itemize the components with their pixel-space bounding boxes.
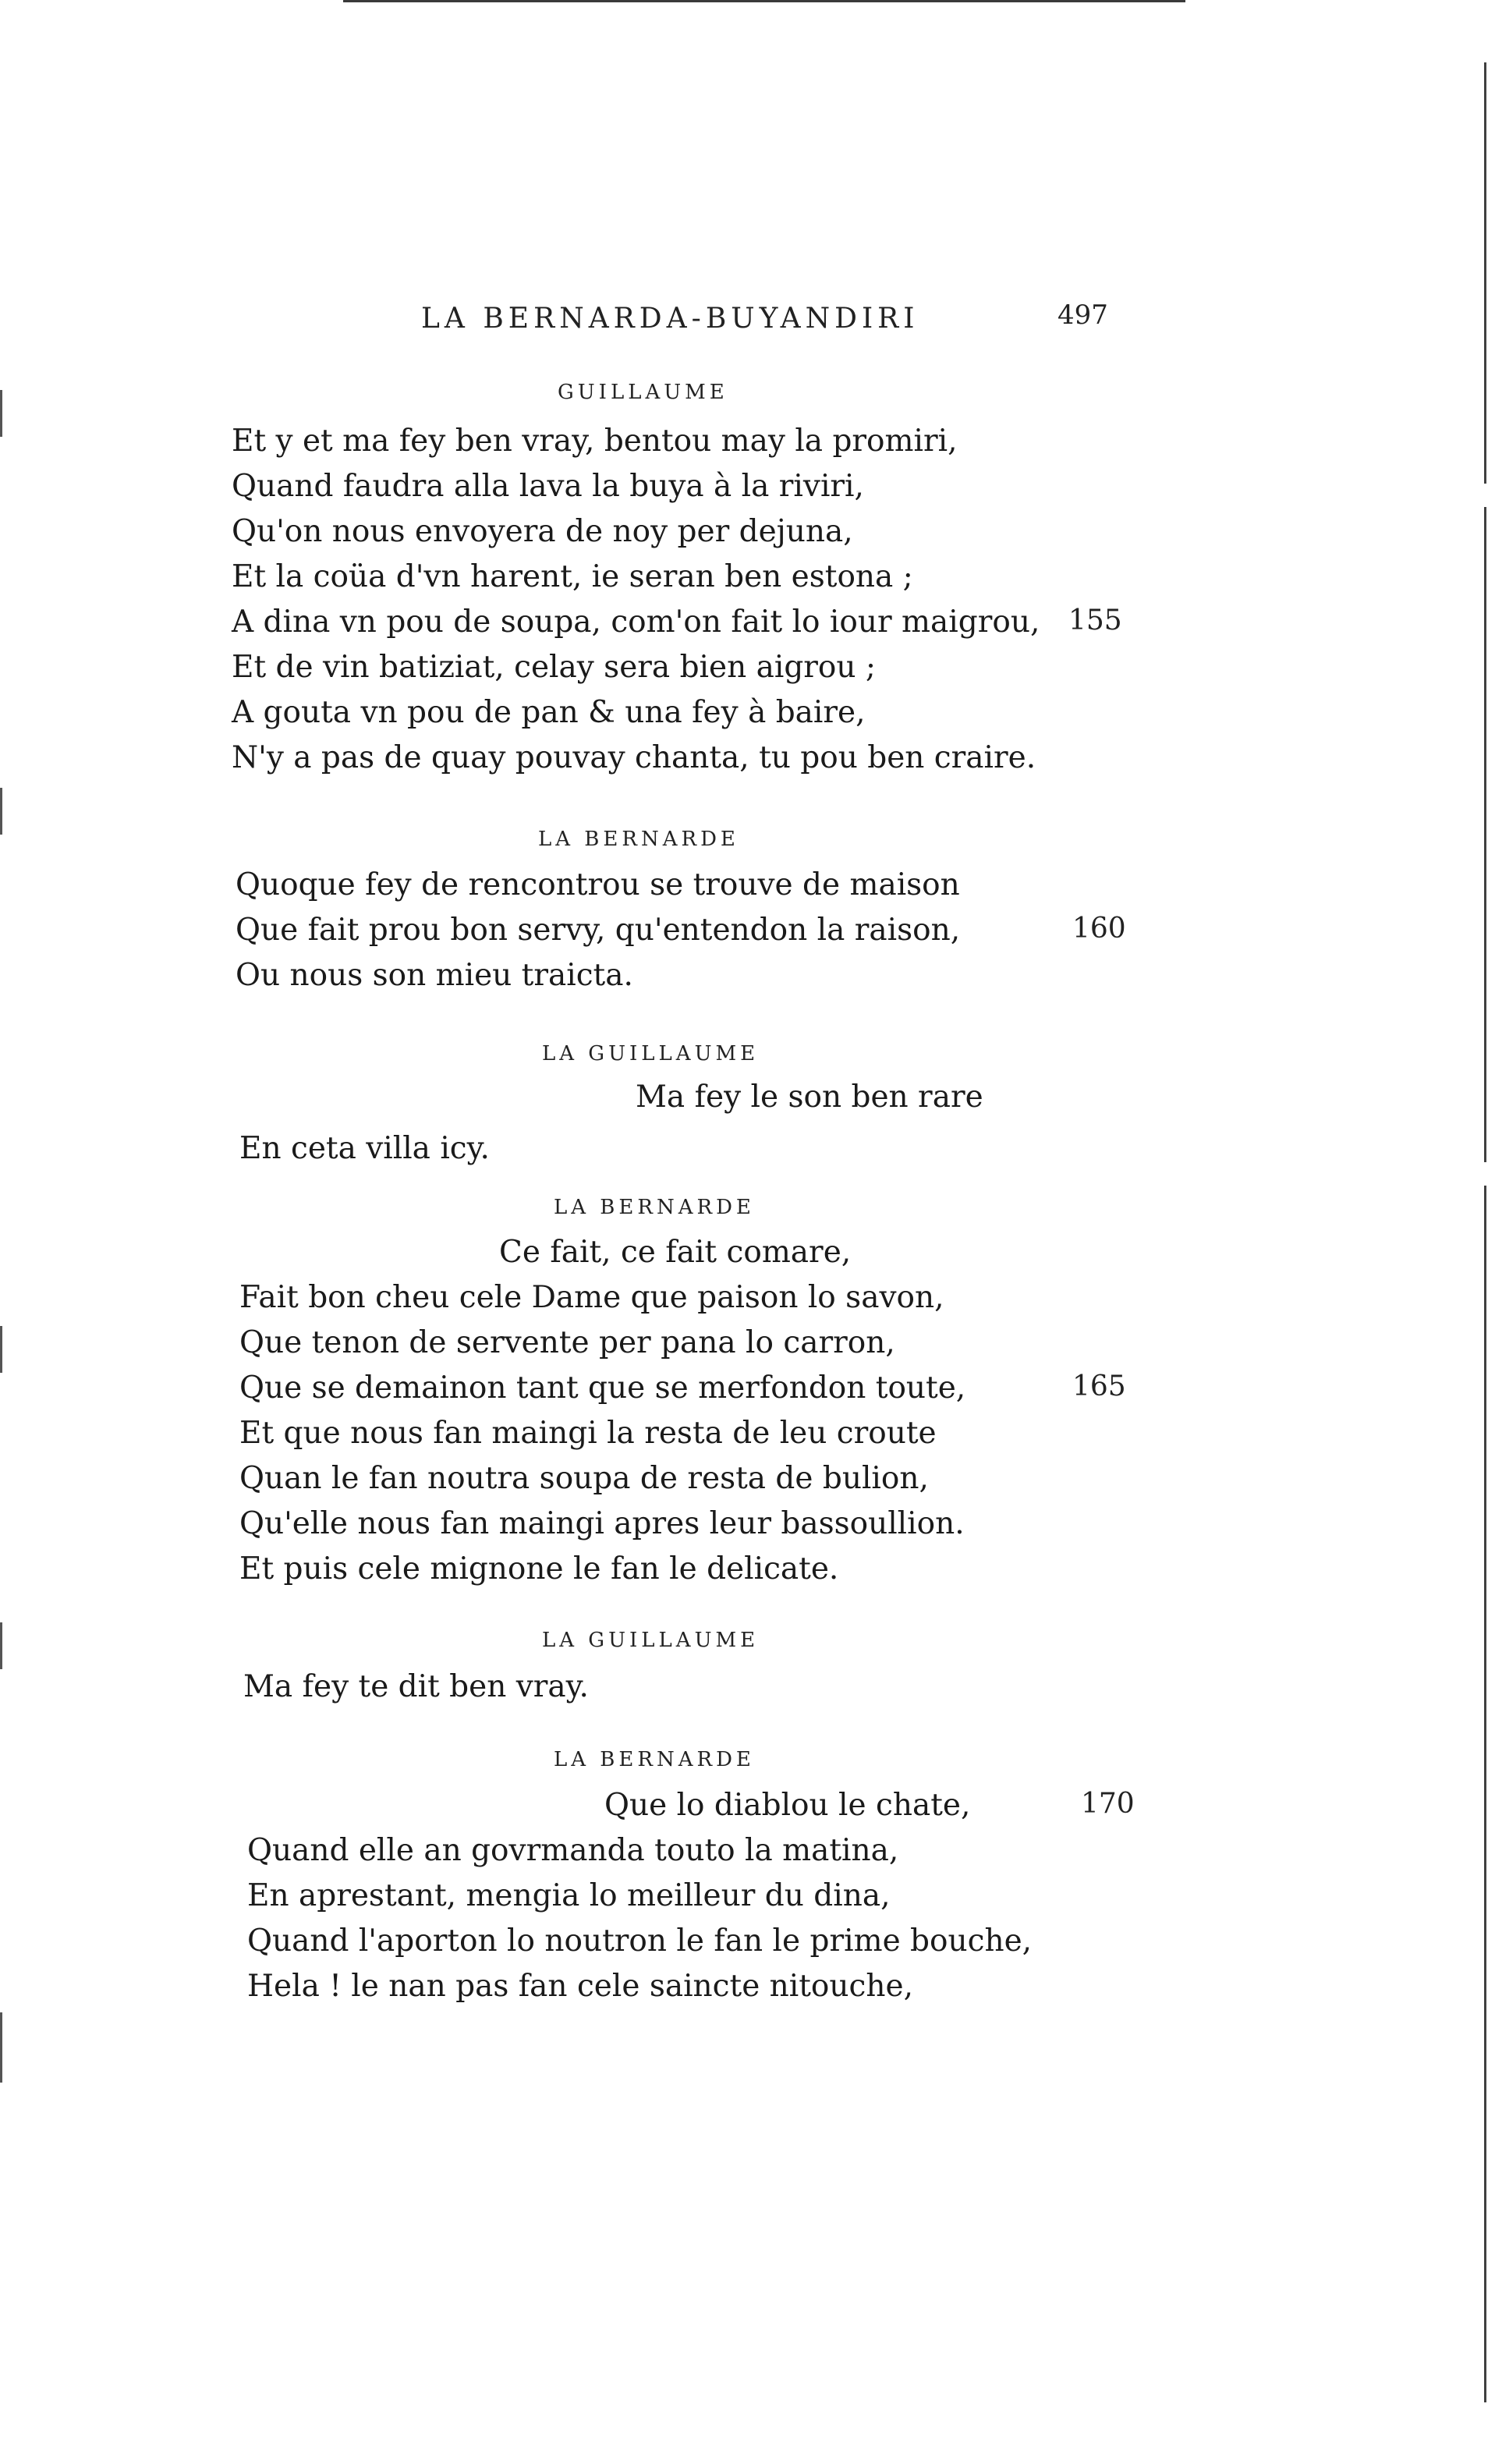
left-edge-mark bbox=[0, 390, 2, 437]
verse-line: Ma fey le son ben rare bbox=[636, 1080, 983, 1115]
speaker-name: GUILLAUME bbox=[558, 381, 728, 404]
verse-line: Ou nous son mieu traicta. bbox=[236, 958, 633, 993]
verse-line: Ce fait, ce fait comare, bbox=[499, 1235, 852, 1270]
speaker-name: LA BERNARDE bbox=[554, 1748, 755, 1771]
verse-line: Quand l'aporton lo noutron le fan le prime bouche, bbox=[247, 1923, 1033, 1959]
verse-line: Que lo diablou le chate, bbox=[604, 1788, 971, 1823]
verse-line: Quand faudra alla lava la buya à la riviri, bbox=[232, 469, 864, 504]
verse-line: Que fait prou bon servy, qu'entendon la raison, bbox=[236, 913, 961, 948]
page-number: 497 bbox=[1057, 300, 1108, 331]
left-edge-mark bbox=[0, 788, 2, 835]
verse-line: Fait bon cheu cele Dame que paison lo savon, bbox=[239, 1280, 944, 1315]
speaker-name: LA GUILLAUME bbox=[542, 1042, 760, 1065]
speaker-name: LA BERNARDE bbox=[538, 828, 739, 851]
verse-line: Qu'on nous envoyera de noy per dejuna, bbox=[232, 514, 853, 549]
verse-line: Et la coüa d'vn harent, ie seran ben estona ; bbox=[232, 559, 913, 594]
verse-line: N'y a pas de quay pouvay chanta, tu pou ben craire. bbox=[232, 740, 1036, 775]
line-number: 165 bbox=[1072, 1370, 1126, 1402]
speaker-name: LA BERNARDE bbox=[554, 1196, 755, 1219]
left-edge-mark bbox=[0, 1326, 2, 1373]
verse-line: Que tenon de servente per pana lo carron, bbox=[239, 1325, 895, 1360]
line-number: 160 bbox=[1072, 913, 1126, 945]
line-number: 170 bbox=[1081, 1788, 1135, 1820]
verse-line: Quoque fey de rencontrou se trouve de maison bbox=[236, 867, 960, 902]
speaker-name: LA GUILLAUME bbox=[542, 1629, 760, 1652]
verse-line: Ma fey te dit ben vray. bbox=[243, 1669, 589, 1704]
top-rule bbox=[343, 0, 1185, 2]
verse-line: Que se demainon tant que se merfondon toute, bbox=[239, 1370, 966, 1406]
page-edge-shadow bbox=[1484, 62, 1486, 2402]
verse-line: Et que nous fan maingi la resta de leu croute bbox=[239, 1416, 937, 1451]
verse-line: Hela ! le nan pas fan cele saincte nitouche, bbox=[247, 1969, 913, 2004]
verse-line: Quand elle an govrmanda touto la matina, bbox=[247, 1833, 899, 1868]
verse-line: Qu'elle nous fan maingi apres leur bassoullion. bbox=[239, 1506, 965, 1541]
verse-line: Et de vin batiziat, celay sera bien aigrou ; bbox=[232, 650, 877, 685]
verse-line: A dina vn pou de soupa, com'on fait lo iour maigrou, bbox=[232, 604, 1040, 640]
verse-line: Quan le fan noutra soupa de resta de bulion, bbox=[239, 1461, 929, 1496]
verse-line: A gouta vn pou de pan & una fey à baire, bbox=[232, 695, 866, 730]
verse-line: Et puis cele mignone le fan le delicate. bbox=[239, 1551, 839, 1587]
verse-line: En ceta villa icy. bbox=[239, 1131, 490, 1166]
verse-line: Et y et ma fey ben vray, bentou may la promiri, bbox=[232, 424, 958, 459]
left-edge-mark bbox=[0, 2012, 2, 2083]
verse-line: En aprestant, mengia lo meilleur du dina, bbox=[247, 1878, 891, 1913]
line-number: 155 bbox=[1068, 604, 1122, 636]
left-edge-mark bbox=[0, 1622, 2, 1669]
running-title: LA BERNARDA-BUYANDIRI bbox=[421, 303, 919, 335]
